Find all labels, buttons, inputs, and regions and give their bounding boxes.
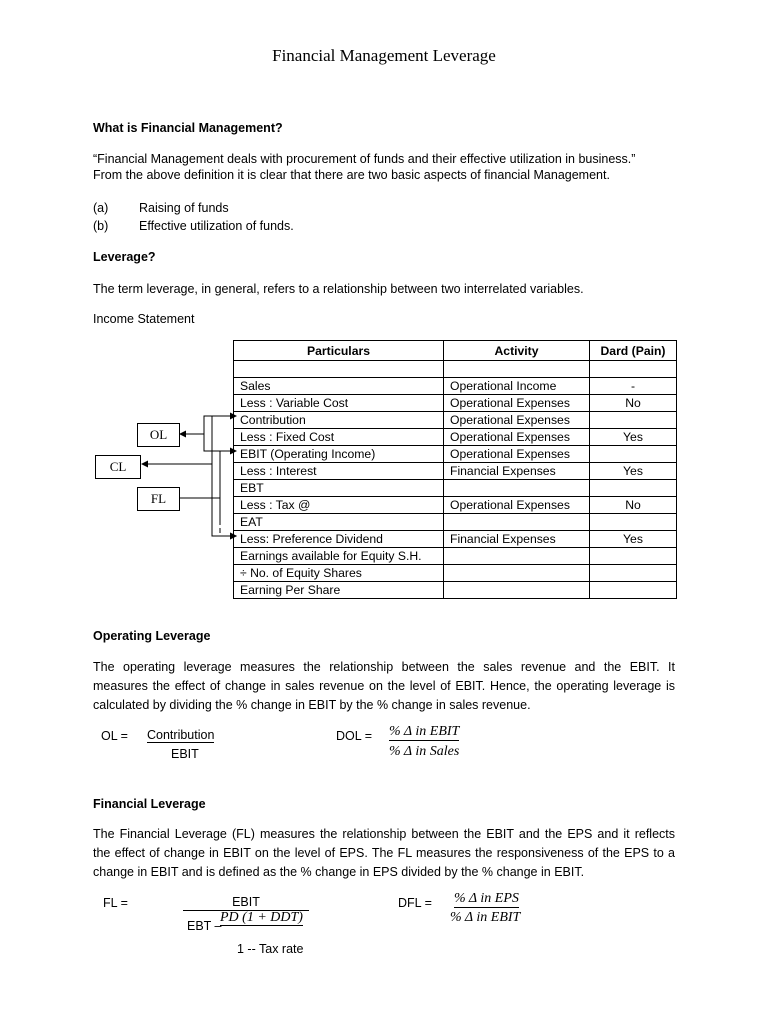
table-cell: Less : Tax @ (234, 497, 444, 514)
table-cell: Operational Expenses (444, 497, 590, 514)
table-cell: Less : Interest (234, 463, 444, 480)
page-title: Financial Management Leverage (272, 46, 496, 65)
financial-leverage-paragraph-line: change in EBIT and is defined as the % change in EPS divided by the % change in EBIT. (93, 865, 585, 879)
table-cell: Operational Expenses (444, 395, 590, 412)
table-cell: Yes (590, 463, 677, 480)
table-cell: EAT (234, 514, 444, 531)
table-cell: Financial Expenses (444, 463, 590, 480)
list-marker-a: (a) (93, 201, 109, 215)
table-cell: Contribution (234, 412, 444, 429)
ol-formula-label: OL = (101, 729, 128, 743)
financial-leverage-paragraph-line: the effect of change in EBIT on the level of EPS. The FL measures the responsiveness of the EPS to a (93, 846, 675, 860)
operating-leverage-paragraph-line: The operating leverage measures the relationship between the sales revenue and the EBIT. It (93, 660, 675, 674)
dol-formula-denominator: % Δ in Sales (389, 744, 460, 759)
table-cell: No (590, 395, 677, 412)
table-cell: Less : Fixed Cost (234, 429, 444, 446)
section-heading-what-is: What is Financial Management? (93, 121, 283, 135)
table-cell: Earning Per Share (234, 582, 444, 599)
fl-formula-numerator: EBIT (183, 895, 309, 911)
table-cell: No (590, 497, 677, 514)
fl-formula-inner-denominator: 1 -- Tax rate (237, 942, 304, 956)
table-cell: Sales (234, 378, 444, 395)
table-cell: Less: Preference Dividend (234, 531, 444, 548)
table-cell: Operational Expenses (444, 429, 590, 446)
fl-bracket-dashed (220, 520, 236, 536)
fl-formula-inner-numerator: PD (1 + DDT) (220, 910, 303, 925)
cl-box: CL (95, 455, 141, 479)
leverage-definition: The term leverage, in general, refers to a relationship between two interrelated variables. (93, 282, 584, 296)
table-cell: Operational Expenses (444, 446, 590, 463)
fl-box: FL (137, 487, 180, 511)
table-cell: ÷ No. of Equity Shares (234, 565, 444, 582)
fl-formula-label: FL = (103, 896, 128, 910)
column-header: Particulars (234, 341, 444, 361)
table-cell: EBT (234, 480, 444, 497)
table-cell: Yes (590, 531, 677, 548)
list-marker-b: (b) (93, 219, 109, 233)
section-heading-leverage: Leverage? (93, 250, 156, 264)
table-cell: EBIT (Operating Income) (234, 446, 444, 463)
table-cell: Financial Expenses (444, 531, 590, 548)
dfl-formula-label: DFL = (398, 896, 432, 910)
table-cell: Less : Variable Cost (234, 395, 444, 412)
fl-formula-denominator-prefix: EBT – (187, 919, 222, 933)
dol-formula-numerator: % Δ in EBIT (389, 724, 460, 739)
income-statement-heading: Income Statement (93, 312, 195, 326)
table-cell: Operational Income (444, 378, 590, 395)
dol-formula-label: DOL = (336, 729, 373, 743)
section-heading-operating-leverage: Operating Leverage (93, 629, 211, 643)
definition-followup: From the above definition it is clear that there are two basic aspects of financial Management. (93, 168, 610, 182)
ol-formula-denominator: EBIT (171, 747, 199, 761)
ol-box: OL (137, 423, 180, 447)
dfl-formula-denominator: % Δ in EBIT (450, 910, 521, 925)
financial-leverage-paragraph-line: The Financial Leverage (FL) measures the relationship between the EBIT and the EPS and it reflects (93, 827, 675, 841)
table-cell: Operational Expenses (444, 412, 590, 429)
section-heading-financial-leverage: Financial Leverage (93, 797, 206, 811)
table-cell: Yes (590, 429, 677, 446)
ol-bracket-line (204, 416, 236, 451)
column-header: Activity (444, 341, 590, 361)
list-item-raising-funds: Raising of funds (139, 201, 229, 215)
ol-formula-numerator: Contribution (147, 728, 215, 742)
table-cell: - (590, 378, 677, 395)
operating-leverage-paragraph-line: calculated by dividing the % change in EBIT by the % change in sales revenue. (93, 698, 531, 712)
list-item-utilization-funds: Effective utilization of funds. (139, 219, 294, 233)
cl-bracket-line (212, 416, 236, 536)
definition-quote: “Financial Management deals with procurement of funds and their effective utilization in business.” (93, 152, 636, 166)
table-cell: Earnings available for Equity S.H. (234, 548, 444, 565)
operating-leverage-paragraph-line: measures the effect of change in sales revenue on the level of EBIT. Hence, the operating leverage is (93, 679, 675, 693)
dfl-formula-numerator: % Δ in EPS (454, 891, 519, 906)
column-header: Dard (Pain) (590, 341, 677, 361)
